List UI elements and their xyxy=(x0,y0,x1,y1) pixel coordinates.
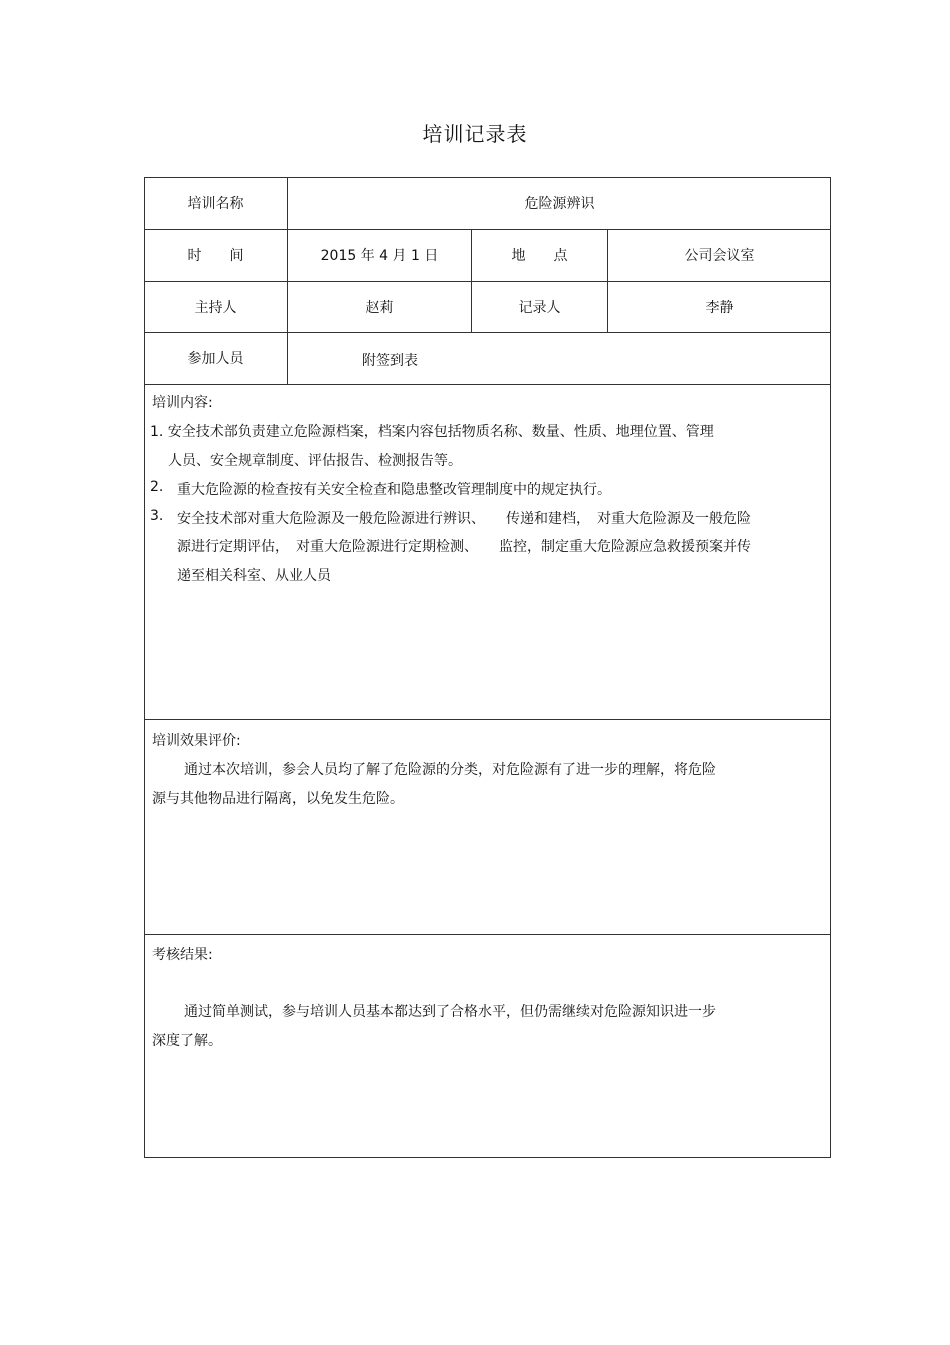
evaluation-line-2: 源与其他物品进行隔离，以免发生危险。 xyxy=(152,791,404,807)
content-item-3-line-2: 源进行定期评估， 对重大危险源进行定期检测、 监控，制定重大危险源应急救援预案并传 xyxy=(177,539,751,555)
result-label: 考核结果: xyxy=(152,947,213,963)
time-label: 时 间 xyxy=(187,248,244,264)
host-label: 主持人 xyxy=(194,299,237,316)
content-item-3-number: 3. xyxy=(150,508,164,524)
content-item-2-number: 2. xyxy=(150,479,164,495)
place-label: 地 点 xyxy=(511,248,568,264)
row-divider xyxy=(144,934,831,935)
recorder-label: 记录人 xyxy=(518,299,561,316)
row-divider xyxy=(144,719,831,720)
content-item-2-text: 重大危险源的检查按有关安全检查和隐患整改管理制度中的规定执行。 xyxy=(177,482,611,498)
time-value: 2015 年 4 月 1 日 xyxy=(320,248,439,264)
recorder-value: 李静 xyxy=(705,299,734,316)
participants-value: 附签到表 xyxy=(362,353,418,369)
training-name-label: 培训名称 xyxy=(187,196,244,212)
evaluation-line-1: 通过本次培训，参会人员均了解了危险源的分类，对危险源有了进一步的理解，将危险 xyxy=(184,762,716,778)
content-item-1-line-1: 1. 安全技术部负责建立危险源档案，档案内容包括物质名称、数量、性质、地理位置、管理 xyxy=(150,424,714,440)
row-divider xyxy=(144,384,831,385)
content-label: 培训内容: xyxy=(152,395,213,411)
training-name-value: 危险源辨识 xyxy=(524,196,595,212)
content-item-3-line-1: 安全技术部对重大危险源及一般危险源进行辨识、 传递和建档， 对重大危险源及一般危险 xyxy=(177,511,751,527)
evaluation-label: 培训效果评价: xyxy=(152,733,241,749)
participants-label: 参加人员 xyxy=(187,351,244,367)
page-title: 培训记录表 xyxy=(422,122,528,146)
result-line-1: 通过简单测试，参与培训人员基本都达到了合格水平，但仍需继续对危险源知识进一步 xyxy=(184,1004,716,1020)
content-item-3-line-3: 递至相关科室、从业人员 xyxy=(177,568,331,584)
host-value: 赵莉 xyxy=(365,299,394,316)
place-value: 公司会议室 xyxy=(684,248,755,264)
result-line-2: 深度了解。 xyxy=(152,1033,222,1049)
content-item-1-line-2: 人员、安全规章制度、评估报告、检测报告等。 xyxy=(168,453,462,469)
